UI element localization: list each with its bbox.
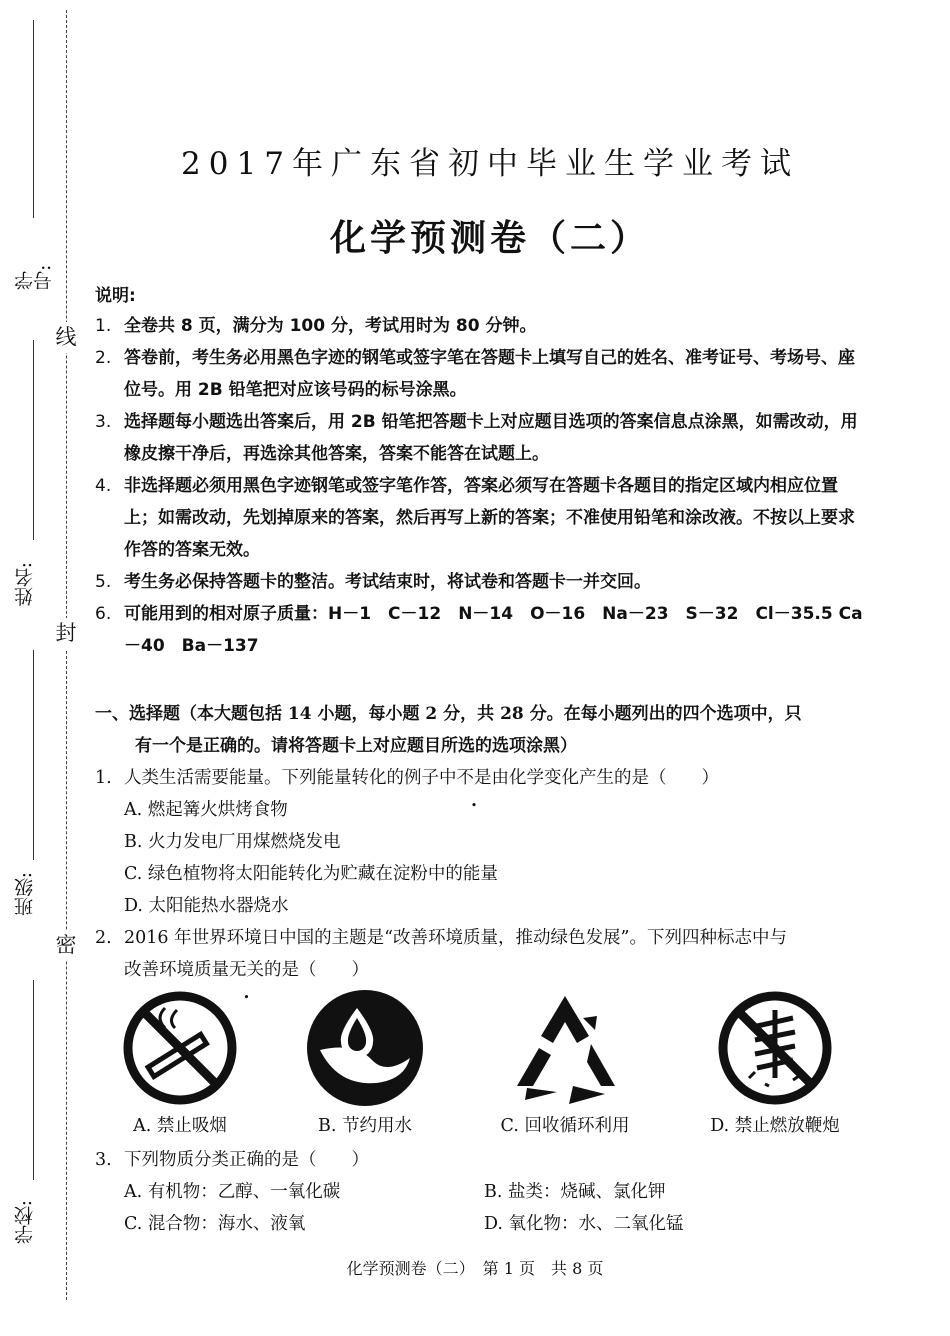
instruction-item — [95, 566, 865, 598]
option-b[interactable]: B. 火力发电厂用煤燃烧发电 — [124, 832, 341, 852]
question-stem: 2016 年世界环境日中国的主题是“改善环境质量，推动绿色发展”。下列四种标志中与 — [124, 928, 787, 948]
sign-option-a[interactable] — [105, 988, 255, 1137]
instruction-number: 6. — [95, 604, 112, 624]
instruction-item — [95, 342, 865, 406]
option-c-label: C. 回收循环利用 — [500, 1116, 630, 1136]
fold-char-line: 线 — [52, 322, 80, 353]
question-stem-cont — [95, 954, 865, 986]
sign-option-b[interactable] — [290, 988, 440, 1137]
instructions-heading: 说明: — [95, 286, 136, 306]
no-smoking-icon — [120, 988, 240, 1108]
student-id-label: 学号: — [14, 264, 55, 290]
instruction-item — [95, 310, 865, 342]
section-heading-line2: 有一个是正确的。请将答题卡上对应题目所选的选项涂黑） — [135, 736, 577, 756]
class-write-line — [33, 650, 34, 860]
stem-text: 由化学变化产生的是（ ） — [491, 768, 719, 788]
question-3 — [95, 1144, 865, 1240]
instructions — [95, 282, 865, 662]
instruction-number: 1. — [95, 316, 112, 336]
options-grid — [95, 1176, 865, 1240]
option-b-label: B. 节约用水 — [318, 1116, 412, 1136]
instruction-item — [95, 406, 865, 470]
emphasis-text: 无关 — [229, 960, 264, 980]
emphasis-text: 不是 — [456, 768, 492, 788]
sign-option-d[interactable] — [700, 988, 850, 1137]
stem-text: 改善环境质量 — [124, 960, 229, 980]
question-number: 3. — [95, 1150, 112, 1170]
recycle-icon — [505, 988, 625, 1108]
option-b[interactable]: B. 盐类：烧碱、氯化钾 — [484, 1182, 666, 1202]
instruction-text: 答卷前，考生务必用黑色字迹的钢笔或签字笔在答题卡上填写自己的姓名、准考证号、考场号、座位号。用 2B 铅笔把对应该号码的标号涂黑。 — [124, 348, 855, 400]
question-stem — [124, 762, 719, 794]
fold-char-secret: 密 — [52, 930, 80, 961]
no-firecrackers-icon — [715, 988, 835, 1108]
school-write-line — [33, 980, 34, 1180]
instruction-text: 非选择题必须用黑色字迹钢笔或签字笔作答，答案必须写在答题卡各题目的指定区域内相应位置上；如需改动，先划掉原来的答案，然后再写上新的答案；不准使用铅笔和涂改液。不按以上要求作答的答案无效。 — [124, 476, 855, 560]
instruction-text: 选择题每小题选出答案后，用 2B 铅笔把答题卡上对应题目选项的答案信息点涂黑，如需改动，用橡皮擦干净后，再选涂其他答案，答案不能答在试题上。 — [124, 412, 858, 464]
instruction-number: 4. — [95, 476, 112, 496]
sign-options — [120, 988, 860, 1148]
question-number: 2. — [95, 928, 112, 948]
section-heading-line1: 一、选择题（本大题包括 14 小题，每小题 2 分，共 28 分。在每小题列出的四个选项中，只 — [95, 704, 802, 724]
name-field[interactable] — [6, 300, 46, 620]
student-id-field[interactable] — [6, 20, 55, 290]
instruction-text: 考生务必保持答题卡的整洁。考试结束时，将试卷和答题卡一并交回。 — [124, 572, 651, 592]
question-stem: 下列物质分类正确的是（ ） — [124, 1150, 369, 1170]
question-1 — [95, 762, 865, 922]
instruction-number: 2. — [95, 348, 112, 368]
stem-text: 的是（ ） — [264, 960, 369, 980]
question-2 — [95, 922, 865, 986]
instruction-item — [95, 598, 865, 662]
page-footer: 化学预测卷（二） 第 1 页 共 8 页 — [346, 1259, 604, 1278]
water-saving-icon — [305, 988, 425, 1108]
instruction-number: 5. — [95, 572, 112, 592]
option-d[interactable]: D. 太阳能热水器烧水 — [124, 896, 289, 916]
section-heading — [95, 698, 865, 762]
name-label: 姓名: — [14, 562, 36, 607]
option-a[interactable]: A. 有机物：乙醇、一氧化碳 — [124, 1182, 341, 1202]
option-a-label: A. 禁止吸烟 — [133, 1116, 227, 1136]
sign-option-c[interactable] — [490, 988, 640, 1137]
instruction-text: 全卷共 8 页，满分为 100 分，考试用时为 80 分钟。 — [124, 316, 537, 336]
instruction-item — [95, 470, 865, 566]
name-write-line — [33, 340, 34, 540]
option-a[interactable]: A. 燃起篝火烘烤食物 — [124, 800, 288, 820]
exam-title: 2017年广东省初中毕业生学业考试 — [181, 146, 799, 182]
student-id-write-line — [33, 20, 34, 218]
fold-char-seal: 封 — [52, 618, 80, 649]
option-c[interactable]: C. 绿色植物将太阳能转化为贮藏在淀粉中的能量 — [124, 864, 498, 884]
class-label: 班级: — [14, 872, 36, 917]
option-c[interactable]: C. 混合物：海水、液氧 — [124, 1214, 306, 1234]
school-label: 学校: — [14, 1200, 36, 1245]
instruction-number: 3. — [95, 412, 112, 432]
instruction-text: 可能用到的相对原子质量：H－1 C－12 N－14 O－16 Na－23 S－32 Cl－35.5 Ca－40 Ba－137 — [124, 604, 863, 656]
school-field[interactable] — [6, 960, 46, 1260]
exam-subtitle: 化学预测卷（二） — [329, 217, 650, 259]
fold-line — [66, 10, 67, 1300]
question-number: 1. — [95, 768, 112, 788]
option-d[interactable]: D. 氧化物：水、二氧化锰 — [484, 1214, 684, 1234]
stem-text: 人类生活需要能量。下列能量转化的例子中 — [124, 768, 457, 788]
class-field[interactable] — [6, 620, 46, 940]
option-d-label: D. 禁止燃放鞭炮 — [710, 1116, 840, 1136]
